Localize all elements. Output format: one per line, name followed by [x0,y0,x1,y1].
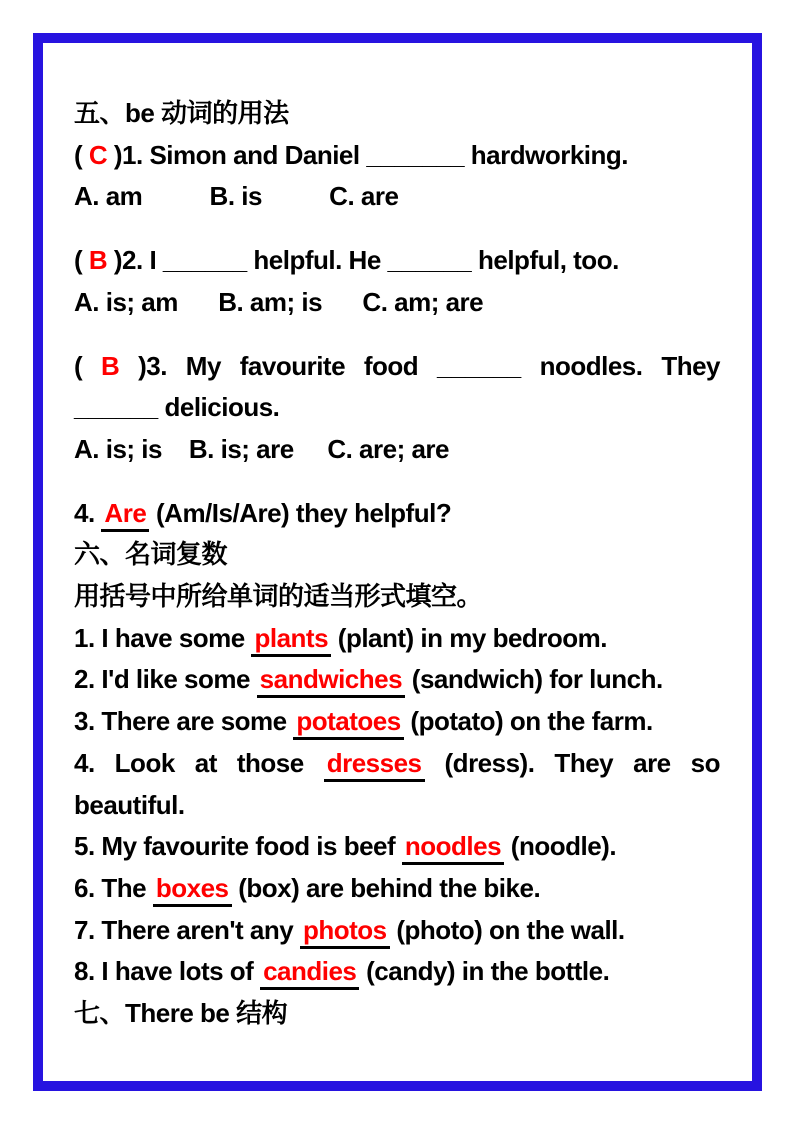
item-6 [74,868,720,910]
text-segment: (plant) in my bedroom. [331,622,608,653]
answer-word: noodles [402,831,504,865]
answer-letter: B [101,350,120,381]
worksheet-content [74,93,720,1035]
text-segment: 3. There are some [74,706,294,737]
item-8 [74,951,720,993]
text-segment: ______ delicious. [74,392,280,423]
text-segment: 6. The [74,872,153,903]
answer-word: plants [251,623,331,657]
text-segment: 七、There be 结构 [74,998,288,1029]
section-heading-7 [74,993,720,1035]
answer-word: dresses [324,748,425,782]
text-segment: ( [74,139,89,170]
text-segment: ( [74,245,89,276]
text-segment: ( [74,350,101,381]
answer-word: boxes [153,873,232,907]
item-4-line-2 [74,785,720,827]
text-segment: (noodle). [504,831,617,862]
question-2 [74,240,720,282]
text-segment: A. is; am B. am; is C. am; are [74,286,484,317]
item-5 [74,826,720,868]
section-heading-5 [74,93,720,135]
text-segment: beautiful. [74,789,185,820]
question-3-line-1 [74,346,720,388]
answer-word: candies [260,956,359,990]
item-4-line-1 [74,743,720,785]
text-segment: )2. I ______ helpful. He ______ helpful, too. [107,245,619,276]
question-2-options [74,282,720,324]
text-segment: (potato) on the farm. [403,706,653,737]
text-segment: 7. There aren't any [74,914,300,945]
text-segment: A. am B. is C. are [74,181,399,212]
answer-word: Are [101,498,149,532]
text-segment: 1. I have some [74,622,252,653]
text-segment: (Am/Is/Are) they helpful? [149,497,452,528]
answer-word: sandwiches [257,664,405,698]
text-segment: (candy) in the bottle. [359,956,610,987]
question-1-options [74,176,720,218]
text-segment: (dress). They are so [424,747,720,778]
text-segment: (photo) on the wall. [389,914,625,945]
text-segment: )3. My favourite food ______ noodles. They [119,350,721,381]
text-segment: 用括号中所给单词的适当形式填空。 [74,581,483,612]
answer-letter: C [88,139,108,170]
item-3 [74,701,720,743]
text-segment: 六、名词复数 [74,539,228,570]
item-2 [74,659,720,701]
text-segment: (box) are behind the bike. [231,872,541,903]
item-7 [74,910,720,952]
text-segment: )1. Simon and Daniel _______ hardworking. [107,139,629,170]
text-segment: 4. Look at those [74,747,324,778]
text-segment: A. is; is B. is; are C. are; are [74,433,449,464]
question-3-options [74,429,720,471]
answer-word: photos [300,915,390,949]
text-segment: 2. I'd like some [74,664,257,695]
item-1 [74,618,720,660]
question-3-line-2 [74,387,720,429]
text-segment: 8. I have lots of [74,956,261,987]
answer-word: potatoes [293,706,403,740]
section-6-instruction [74,576,720,618]
text-segment: 5. My favourite food is beef [74,831,402,862]
question-4 [74,493,720,535]
text-segment: 4. [74,497,102,528]
text-segment: 五、be 动词的用法 [74,98,289,128]
answer-letter: B [88,245,108,276]
section-heading-6 [74,534,720,576]
text-segment: (sandwich) for lunch. [405,664,663,695]
question-1 [74,135,720,177]
